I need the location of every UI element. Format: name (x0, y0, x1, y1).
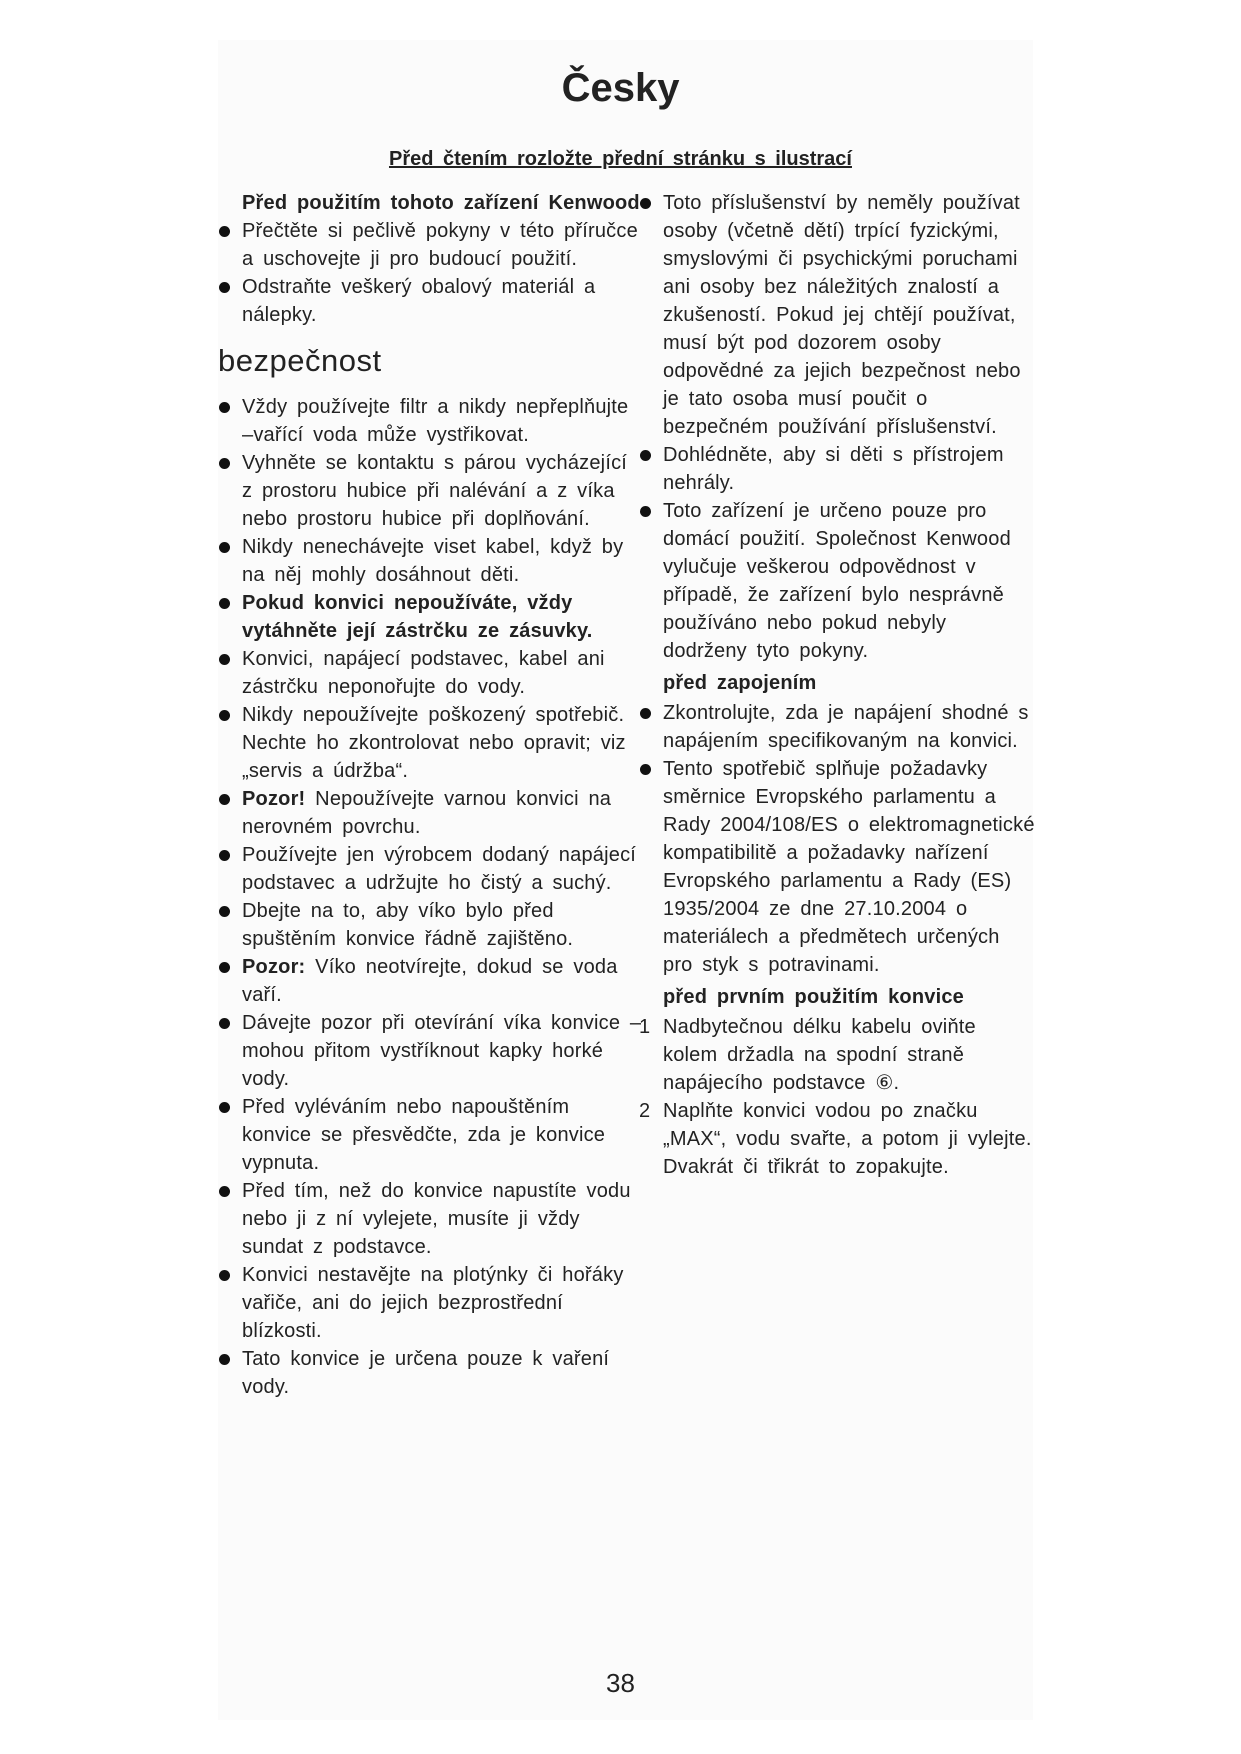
connect-heading: před zapojením (663, 672, 817, 694)
first-use-steps (639, 1013, 1038, 1181)
list-item: Před tím, než do konvice napustíte vodu nebo ji z ní vylejete, musíte ji vždy sundat z podstavce. (242, 1177, 646, 1261)
step-item: 2 Naplňte konvici vodou po značku „MAX“, vodu svařte, a potom ji vylejte. Dvakrát či třikrát to zopakujte. (663, 1097, 1038, 1181)
list-item: Nikdy nenechávejte viset kabel, když by na něj mohly dosáhnout děti. (242, 533, 646, 589)
list-item: Zkontrolujte, zda je napájení shodné s napájením specifikovaným na konvici. (663, 699, 1038, 755)
step-item: 1 Nadbytečnou délku kabelu oviňte kolem držadla na spodní straně napájecího podstavce ⑥. (663, 1013, 1038, 1097)
intro-list (242, 217, 646, 329)
safety-list-continued (663, 189, 1038, 665)
list-item: Toto příslušenství by neměly používat osoby (včetně dětí) trpící fyzickými, smyslovými či psychickými poruchami ani osoby bez náležitých znalostí a zkušeností. Pokud jej chtějí používat, musí být pod dozorem osoby odpovědné za jejich bezpečnost nebo je tato osoba musí poučit o bezpečném používání příslušenství. (663, 189, 1038, 441)
list-item: Vyhněte se kontaktu s párou vycházející z prostoru hubice při nalévání a z víka nebo prostoru hubice při doplňování. (242, 449, 646, 533)
list-item: Toto zařízení je určeno pouze pro domácí použití. Společnost Kenwood vylučuje veškerou odpovědnost v případě, že zařízení bylo nesprávně používáno nebo pokud nebyly dodrženy tyto pokyny. (663, 497, 1038, 665)
step-number: 1 (639, 1016, 651, 1038)
intro-heading: Před použitím tohoto zařízení Kenwood (242, 192, 640, 214)
list-item: Přečtěte si pečlivě pokyny v této příručce a uschovejte ji pro budoucí použití. (242, 217, 646, 273)
page-title: Česky (561, 66, 680, 110)
left-column (218, 189, 646, 1401)
first-use-heading: před prvním použitím konvice (663, 986, 964, 1008)
list-item: Dohlédněte, aby si děti s přístrojem nehrály. (663, 441, 1038, 497)
list-item: Pokud konvici nepoužíváte, vždy vytáhněte její zástrčku ze zásuvky. (242, 589, 646, 645)
list-item: Nikdy nepoužívejte poškozený spotřebič. Nechte ho zkontrolovat nebo opravit; viz „servis a údržba“. (242, 701, 646, 785)
list-item: Odstraňte veškerý obalový materiál a nálepky. (242, 273, 646, 329)
list-item: Před vyléváním nebo napouštěním konvice se přesvědčte, zda je konvice vypnuta. (242, 1093, 646, 1177)
list-item: Dávejte pozor při otevírání víka konvice –mohou přitom vystříknout kapky horké vody. (242, 1009, 646, 1093)
list-item: Vždy používejte filtr a nikdy nepřeplňujte –vařící voda může vystřikovat. (242, 393, 646, 449)
list-item: Konvici, napájecí podstavec, kabel ani zástrčku neponořujte do vody. (242, 645, 646, 701)
page-number: 38 (606, 1668, 635, 1698)
list-item: Dbejte na to, aby víko bylo před spuštěním konvice řádně zajištěno. (242, 897, 646, 953)
list-item: Konvici nestavějte na plotýnky či hořáky vařiče, ani do jejich bezprostřední blízkosti. (242, 1261, 646, 1345)
list-item: Tento spotřebič splňuje požadavky směrnice Evropského parlamentu a Rady 2004/108/ES o elektromagnetické kompatibilitě a požadavky nařízení Evropského parlamentu a Rady (ES) 1935/2004 ze dne 27.10.2004 o materiálech a předmětech určených pro styk s potravinami. (663, 755, 1038, 979)
safety-list (242, 393, 646, 1401)
right-column (639, 189, 1038, 1181)
list-item: Pozor! Nepoužívejte varnou konvici na nerovném povrchu. (242, 785, 646, 841)
safety-heading: bezpečnost (218, 343, 382, 378)
connect-list (663, 699, 1038, 979)
list-item: Tato konvice je určena pouze k vaření vody. (242, 1345, 646, 1401)
list-item: Pozor: Víko neotvírejte, dokud se voda vaří. (242, 953, 646, 1009)
step-number: 2 (639, 1100, 651, 1122)
list-item: Používejte jen výrobcem dodaný napájecí podstavec a udržujte ho čistý a suchý. (242, 841, 646, 897)
subtitle: Před čtením rozložte přední stránku s ilustrací (388, 148, 852, 170)
